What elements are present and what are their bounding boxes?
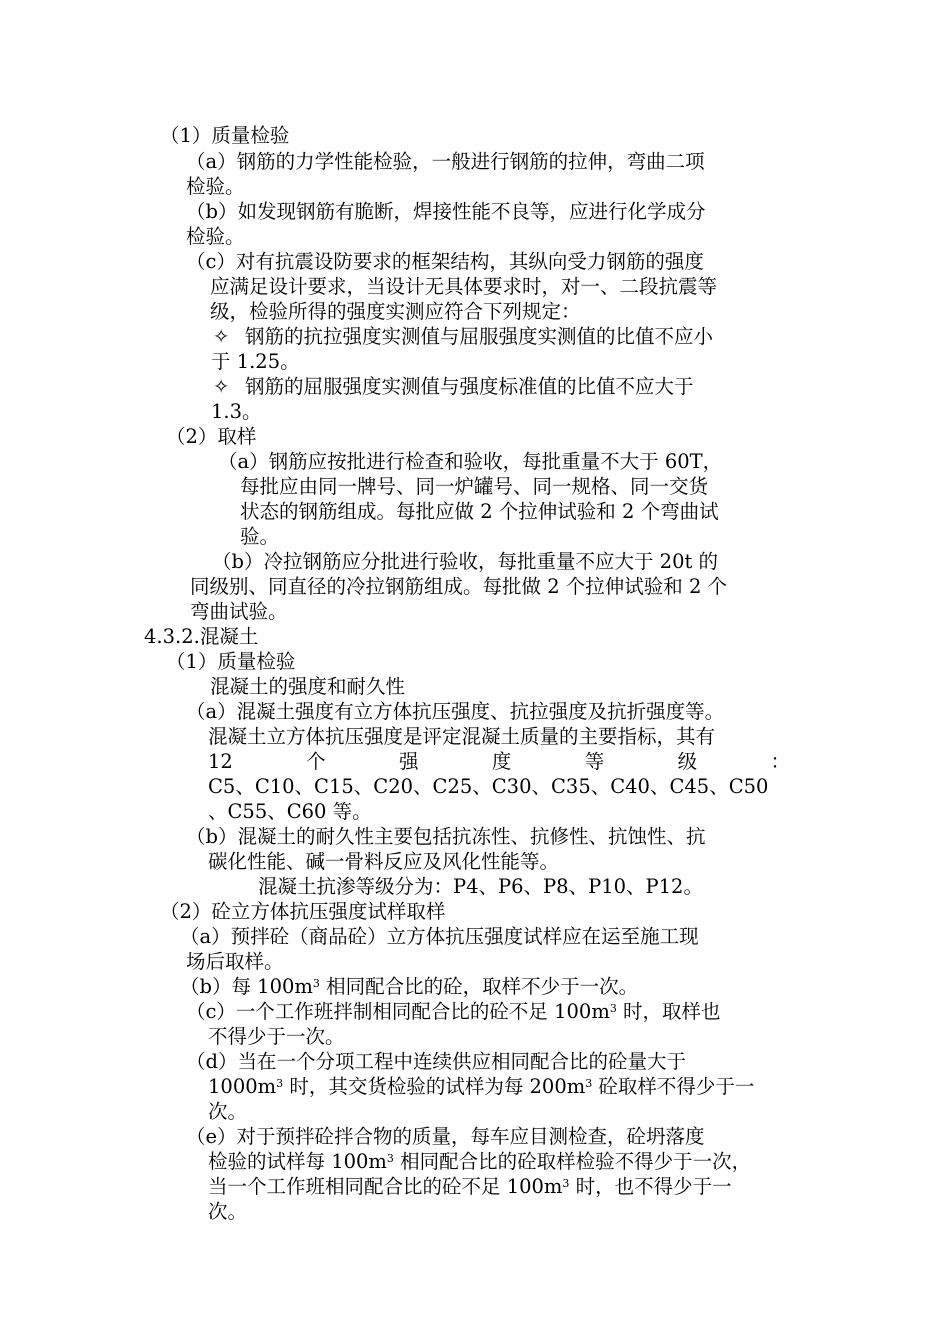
- paragraph-line: （c）对有抗震设防要求的框架结构，其纵向受力钢筋的强度: [186, 250, 704, 273]
- grade-list-line: C5、C10、C15、C20、C25、C30、C35、C40、C45、C50: [208, 775, 769, 798]
- superscript: 3: [562, 1177, 570, 1190]
- paragraph-line: 检验。: [186, 225, 245, 248]
- word: 度: [491, 750, 512, 773]
- paragraph-line: （b）冷拉钢筋应分批进行验收，每批重量不应大于 20t 的: [212, 550, 719, 573]
- word: 个: [306, 750, 326, 773]
- steel-quality-heading: （1）质量检验: [160, 124, 290, 147]
- superscript: 3: [386, 1152, 394, 1165]
- diamond-bullet-icon: ✧: [213, 375, 230, 398]
- paragraph-line: 混凝土立方体抗压强度是评定混凝土质量的主要指标，其有: [208, 725, 716, 748]
- paragraph-line: 状态的钢筋组成。每批应做 2 个拉伸试验和 2 个弯曲试: [240, 500, 719, 523]
- paragraph-line: 同级别、同直径的冷拉钢筋组成。每批做 2 个拉伸试验和 2 个: [190, 575, 728, 598]
- bullet-line: 于 1.25。: [211, 350, 300, 373]
- sampling-heading: （2）取样: [166, 425, 257, 448]
- paragraph-line: [208, 1175, 732, 1199]
- paragraph-line: 、C55、C60 等。: [208, 800, 372, 823]
- paragraph-line: 级，检验所得的强度实测应符合下列规定：: [210, 300, 581, 323]
- bullet-line: 钢筋的屈服强度实测值与强度标准值的比值不应大于: [245, 375, 694, 398]
- text-run: 砼取样不得少于一: [592, 1075, 755, 1098]
- paragraph-line: （a）钢筋的力学性能检验，一般进行钢筋的拉伸，弯曲二项: [186, 150, 705, 173]
- superscript: 3: [585, 1077, 593, 1090]
- paragraph-line: 次。: [208, 1200, 248, 1223]
- text-run: 时，也不得少于一: [569, 1175, 732, 1198]
- superscript: 3: [609, 1002, 617, 1015]
- paragraph-line: 每批应由同一牌号、同一炉罐号、同一规格、同一交货: [240, 475, 709, 498]
- superscript: 3: [276, 1077, 284, 1090]
- paragraph-line: （b）混凝土的耐久性主要包括抗冻性、抗修性、抗蚀性、抗: [186, 825, 706, 848]
- text-run: 当一个工作班相同配合比的砼不足 100m: [208, 1175, 563, 1198]
- text-run: 1000m: [208, 1075, 277, 1098]
- paragraph-line: 场后取样。: [186, 950, 284, 973]
- word: 12: [208, 750, 233, 773]
- text-run: 相同配合比的砼，取样不少于一次。: [319, 975, 639, 998]
- text-run: （b）每 100m: [180, 975, 313, 998]
- paragraph-line: （a）预拌砼（商品砼）立方体抗压强度试样应在运至施工现: [180, 925, 699, 948]
- concrete-sampling-heading: （2）砼立方体抗压强度试样取样: [160, 900, 446, 923]
- paragraph-line: （a）钢筋应按批进行检查和验收，每批重量不大于 60T，: [218, 450, 723, 473]
- justified-line: [208, 750, 790, 774]
- word: 强: [399, 750, 419, 773]
- paragraph-line: （a）混凝土强度有立方体抗压强度、抗拉强度及抗折强度等。: [186, 700, 725, 723]
- superscript: 3: [312, 977, 320, 990]
- paragraph-line: 不得少于一次。: [208, 1025, 345, 1048]
- paragraph-line: （d）当在一个分项工程中连续供应相同配合比的砼量大于: [186, 1050, 686, 1073]
- diamond-bullet-icon: ✧: [213, 325, 230, 348]
- paragraph-line: [208, 1075, 754, 1099]
- paragraph-line: （b）如发现钢筋有脆断，焊接性能不良等，应进行化学成分: [186, 200, 706, 223]
- text-run: （c）一个工作班拌制相同配合比的砼不足 100m: [186, 1000, 610, 1023]
- concrete-quality-heading: （1）质量检验: [166, 650, 296, 673]
- paragraph-line: 检验。: [186, 175, 245, 198]
- word: ：: [770, 750, 790, 773]
- subheading: 混凝土的强度和耐久性: [210, 675, 406, 698]
- paragraph-line: [180, 975, 638, 999]
- bullet-line: 钢筋的抗拉强度实测值与屈服强度实测值的比值不应小: [245, 325, 714, 348]
- paragraph-line: [186, 1000, 721, 1024]
- paragraph-line: 碳化性能、碱一骨料反应及风化性能等。: [208, 850, 560, 873]
- paragraph-line: 验。: [240, 525, 280, 548]
- paragraph-line: （e）对于预拌砼拌合物的质量，每车应目测检查，砼坍落度: [186, 1125, 705, 1148]
- word: 等: [584, 750, 605, 773]
- word: 级: [677, 750, 698, 773]
- paragraph-line: 应满足设计要求，当设计无具体要求时，对一、二段抗震等: [210, 275, 718, 298]
- text-run: 检验的试样每 100m: [208, 1150, 387, 1173]
- paragraph-line: 次。: [208, 1100, 248, 1123]
- bullet-line: 1.3。: [211, 400, 262, 423]
- paragraph-line: 混凝土抗渗等级分为：P4、P6、P8、P10、P12。: [258, 875, 703, 898]
- paragraph-line: [208, 1150, 751, 1174]
- text-run: 时，取样也: [616, 1000, 721, 1023]
- section-heading-concrete: 4.3.2.混凝土: [144, 625, 259, 648]
- text-run: 时，其交货检验的试样为每 200m: [283, 1075, 586, 1098]
- text-run: 相同配合比的砼取样检验不得少于一次，: [393, 1150, 752, 1173]
- paragraph-line: 弯曲试验。: [190, 600, 288, 623]
